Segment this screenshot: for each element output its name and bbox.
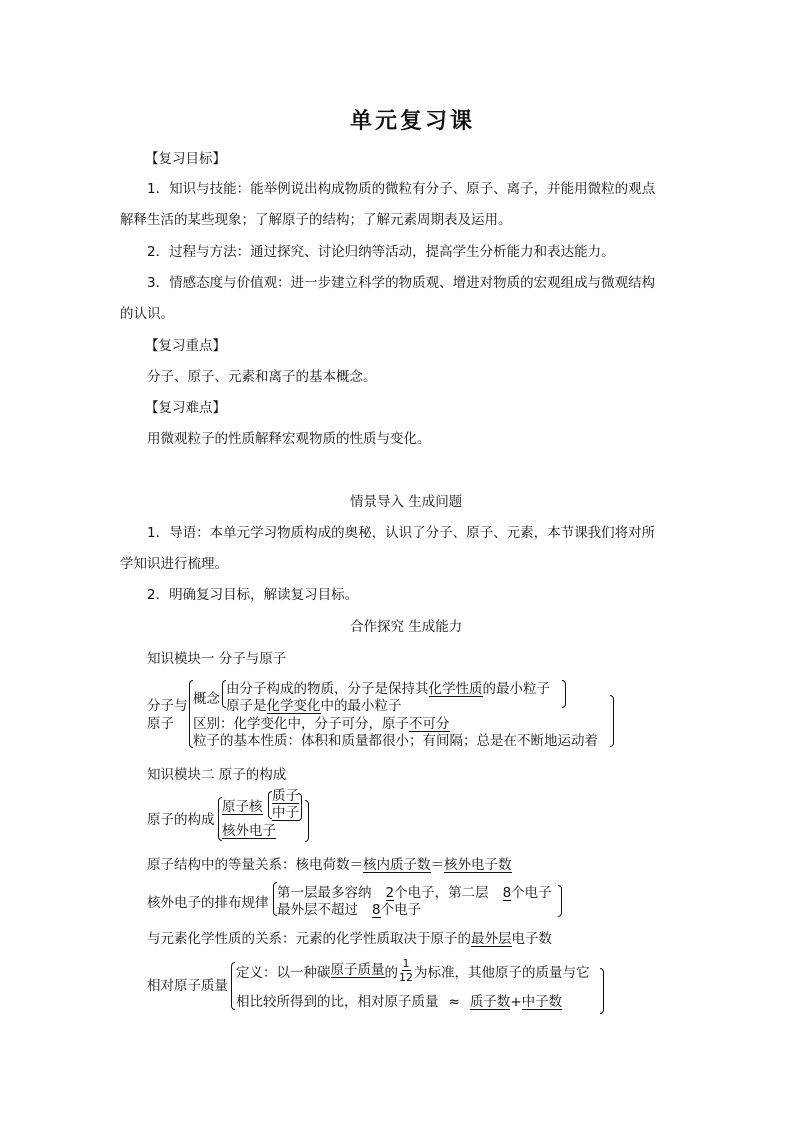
- goals-heading: 【复习目标】: [145, 151, 226, 167]
- goal-1-line-1: 1．知识与技能：能举例说出构成物质的微粒有分子、原子、离子，并能用微粒的观点: [147, 181, 656, 197]
- goal-1-line-2: 解释生活的某些现象；了解原子的结构；了解元素周期表及运用。: [120, 212, 512, 228]
- section-1-heading: 情景导入 生成问题: [350, 494, 463, 510]
- relative-atomic-mass-close-brace: [600, 968, 604, 1014]
- concept-2: 原子是化学变化中的最小粒子: [226, 698, 402, 714]
- module-1-root-line-1: 分子与: [147, 698, 188, 714]
- concept-label: 概念: [193, 691, 220, 707]
- concept-close-brace: [562, 680, 566, 708]
- goal-2: 2．过程与方法：通过探究、讨论归纳等活动，提高学生分析能力和表达能力。: [147, 244, 615, 260]
- chemical-property-relation: 与元素化学性质的关系：元素的化学性质取决于原子的最外层电子数: [147, 931, 552, 947]
- electron-rule-1: 第一层最多容纳 2个电子，第二层 8个电子: [277, 885, 552, 901]
- goal-3-line-2: 的认识。: [120, 306, 174, 322]
- module-2-title: 知识模块二 原子的构成: [147, 767, 287, 783]
- nucleus-close-brace: [298, 793, 302, 821]
- section-1-item-1-line-2: 学知识进行梳理。: [120, 556, 228, 572]
- proton-label: 质子: [272, 788, 299, 804]
- module-1-root-line-2: 原子: [147, 716, 174, 732]
- section-1-item-2: 2．明确复习目标，解读复习目标。: [147, 587, 359, 603]
- section-2-heading: 合作探究 生成能力: [350, 619, 463, 635]
- one-twelfth-fraction: $\frac{1}{12}$: [399, 957, 413, 984]
- difficulties-text: 用微观粒子的性质解释宏观物质的性质与变化。: [147, 431, 431, 447]
- nucleus-label: 原子核: [222, 799, 263, 815]
- section-1-item-1-line-1: 1．导语：本单元学习物质构成的奥秘，认识了分子、原子、元素，本节课我们将对所: [147, 525, 656, 541]
- relative-atomic-mass-formula: 相比较所得到的比，相对原子质量 ≈ 质子数+中子数: [236, 994, 563, 1010]
- relative-atomic-mass-brace: [231, 962, 235, 1010]
- particle-properties: 粒子的基本性质：体积和质量都很小；有间隔；总是在不断地运动着: [193, 733, 598, 749]
- electron-label: 核外电子: [222, 823, 276, 839]
- goal-3-line-1: 3．情感态度与价值观：进一步建立科学的物质观、增进对物质的宏观组成与微观结构: [147, 275, 656, 291]
- module-1-close-brace: [610, 695, 614, 747]
- relative-atomic-mass-definition: 定义：以一种碳 原子质量 的 $\frac{1}{12}$ 为标准，其他原子的质量与它: [236, 957, 590, 984]
- module-1-title: 知识模块一 分子与原子: [147, 651, 287, 667]
- difficulties-heading: 【复习难点】: [145, 400, 226, 416]
- keypoints-text: 分子、原子、元素和离子的基本概念。: [147, 369, 377, 385]
- electron-rule-2: 最外层不超过 8个电子: [277, 902, 422, 918]
- atom-structure-root: 原子的构成: [147, 812, 215, 828]
- page-title: 单元复习课: [350, 109, 476, 134]
- keypoints-heading: 【复习重点】: [145, 338, 226, 354]
- difference-line: 区别：化学变化中，分子可分，原子不可分: [193, 716, 450, 732]
- neutron-label: 中子: [272, 805, 299, 821]
- relative-atomic-mass-root: 相对原子质量: [147, 978, 228, 994]
- equality-relation: 原子结构中的等量关系：核电荷数＝核内质子数＝核外电子数: [147, 857, 512, 873]
- electron-rule-close-brace: [558, 885, 562, 917]
- atom-structure-close-brace: [305, 800, 309, 842]
- concept-1: 由分子构成的物质，分子是保持其化学性质的最小粒子: [226, 681, 550, 697]
- electron-rule-root: 核外电子的排布规律: [147, 895, 269, 911]
